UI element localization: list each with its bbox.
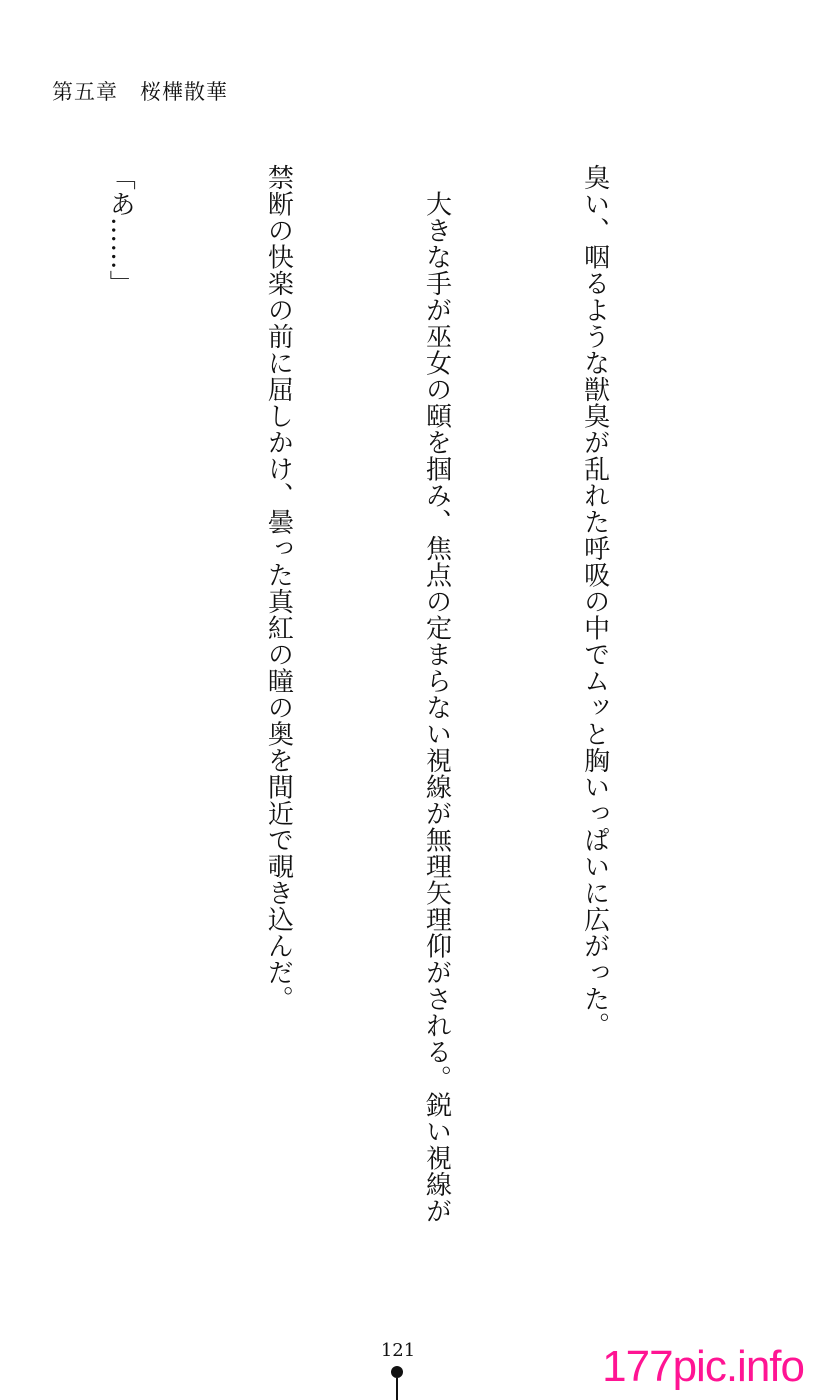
text-line-1: 臭い、咽るような獣臭が乱れた呼吸の中でムッと胸いっぱいに広がった。 — [579, 164, 610, 1039]
vertical-text-body — [0, 164, 726, 1274]
page-marker-dot — [391, 1366, 403, 1378]
text-line-4: 「あ……」 — [105, 164, 136, 297]
text-line-2: 大きな手が巫女の頤を掴み、焦点の定まらない視線が無理矢理仰がされる。鋭い視線が — [421, 164, 452, 1224]
page-number: 121 — [380, 1340, 416, 1361]
text-line-3: 禁断の快楽の前に屈しかけ、曇った真紅の瞳の奥を間近で覗き込んだ。 — [263, 164, 294, 1012]
page-marker-line — [396, 1378, 398, 1400]
chapter-header: 第五章 桜樺散華 — [52, 80, 228, 104]
watermark: 177pic.info — [602, 1342, 804, 1391]
